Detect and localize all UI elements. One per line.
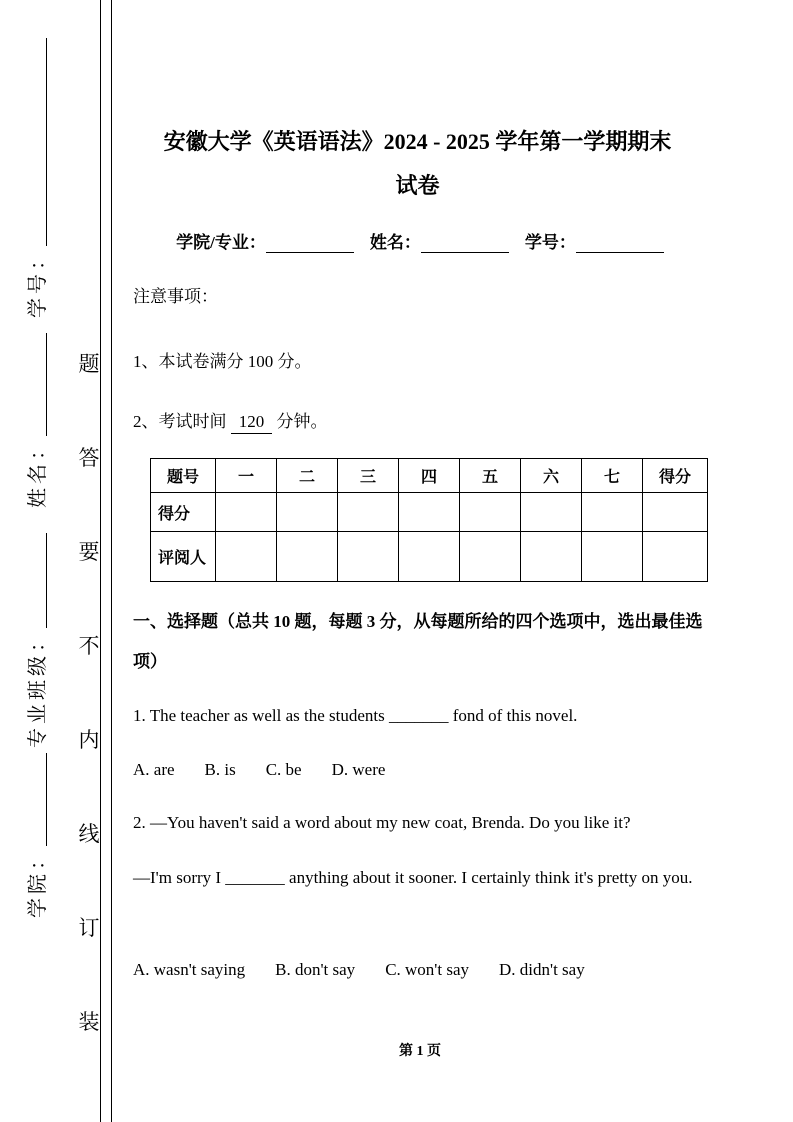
score-row-label: 得分: [151, 493, 216, 532]
question-2-option-d: D. didn't say: [499, 960, 585, 979]
score-cell: [643, 493, 708, 532]
score-cell: [582, 493, 643, 532]
binding-field-name: [26, 333, 50, 508]
note-item-2-prefix: 2、考试时间: [133, 412, 227, 431]
binding-writing-line: [46, 38, 47, 246]
score-cell: [399, 493, 460, 532]
section-1-heading: 一、选择题（总共 10 题，每题 3 分，从每题所给的四个选项中，选出最佳选项）: [133, 612, 703, 671]
marker-cell: [643, 532, 708, 582]
question-2-option-c: C. won't say: [385, 960, 470, 979]
score-cell: [216, 493, 277, 532]
question-1-option-b: B. is: [204, 760, 236, 779]
name-label: 姓名：: [369, 233, 421, 252]
marker-cell: [399, 532, 460, 582]
binding-field-label: 学号：: [27, 246, 49, 318]
question-1-text: 1. The teacher as well as the students _______ fond of this novel.: [133, 706, 578, 725]
dept-label: 学院/专业：: [176, 233, 266, 252]
score-table-header-cell: 五: [460, 459, 521, 493]
score-cell: [460, 493, 521, 532]
score-cell: [338, 493, 399, 532]
dept-blank-line: [266, 232, 354, 253]
marker-row-label: 评阅人: [151, 532, 216, 582]
binding-field-college: [26, 753, 50, 918]
question-2-options: [133, 960, 733, 980]
student-info-line: [130, 228, 710, 253]
question-2-option-b: B. don't say: [275, 960, 356, 979]
note-item-1: 1、本试卷满分 100 分。: [133, 352, 312, 371]
score-cell: [521, 493, 582, 532]
binding-char: 题: [78, 352, 100, 376]
binding-field-label: 专业班级：: [27, 628, 49, 748]
binding-field-label: 学院：: [27, 846, 49, 918]
question-1-options: [133, 760, 733, 780]
note-item-2: [133, 411, 328, 434]
binding-char: 线: [78, 822, 100, 846]
exam-duration-value: 120: [231, 411, 273, 434]
question-2-reply: —I'm sorry I _______ anything about it sooner. I certainly think it's pretty on you.: [133, 868, 693, 887]
binding-notice-chars: [74, 348, 104, 1036]
binding-rule-inner: [111, 0, 112, 1122]
id-blank-line: [576, 232, 664, 253]
marker-cell: [460, 532, 521, 582]
marker-cell: [216, 532, 277, 582]
binding-field-major-class: [26, 533, 50, 748]
exam-title-line2: 试卷: [395, 173, 440, 198]
question-1-option-a: A. are: [133, 760, 175, 779]
binding-char: 要: [78, 540, 100, 564]
score-table: [150, 458, 708, 582]
id-label: 学号：: [524, 233, 576, 252]
binding-field-label: 姓名：: [27, 436, 49, 508]
score-table-header-cell: 六: [521, 459, 582, 493]
marker-cell: [338, 532, 399, 582]
score-row: [151, 493, 708, 532]
score-table-header-cell: 四: [399, 459, 460, 493]
binding-char: 装: [78, 1010, 100, 1034]
name-blank-line: [421, 232, 509, 253]
notes-heading: 注意事项：: [133, 287, 218, 306]
question-1-option-c: C. be: [265, 760, 302, 779]
marker-cell: [277, 532, 338, 582]
score-table-header-cell: 七: [582, 459, 643, 493]
marker-cell: [582, 532, 643, 582]
marker-row: [151, 532, 708, 582]
question-2-option-a: A. wasn't saying: [133, 960, 246, 979]
binding-char: 答: [78, 446, 100, 470]
binding-writing-line: [46, 533, 47, 628]
score-table-header-cell: 二: [277, 459, 338, 493]
binding-char: 订: [78, 916, 100, 940]
score-table-header-row: [151, 459, 708, 493]
score-table-header-cell: 得分: [643, 459, 708, 493]
binding-char: 内: [78, 728, 100, 752]
score-table-header-cell: 题号: [151, 459, 216, 493]
binding-field-student-id: [26, 38, 50, 318]
score-table-header-cell: 一: [216, 459, 277, 493]
binding-writing-line: [46, 753, 47, 846]
question-1-option-d: D. were: [331, 760, 386, 779]
note-item-2-suffix: 分钟。: [276, 412, 328, 431]
binding-char: 不: [78, 634, 100, 658]
binding-writing-line: [46, 333, 47, 436]
score-cell: [277, 493, 338, 532]
marker-cell: [521, 532, 582, 582]
page-footer: 第 1 页: [399, 1044, 441, 1059]
score-table-header-cell: 三: [338, 459, 399, 493]
exam-title-line1: 安徽大学《英语语法》2024 - 2025 学年第一学期期末: [163, 129, 672, 154]
question-2-stem: 2. —You haven't said a word about my new coat, Brenda. Do you like it?: [133, 813, 631, 832]
exam-title: [120, 120, 715, 208]
